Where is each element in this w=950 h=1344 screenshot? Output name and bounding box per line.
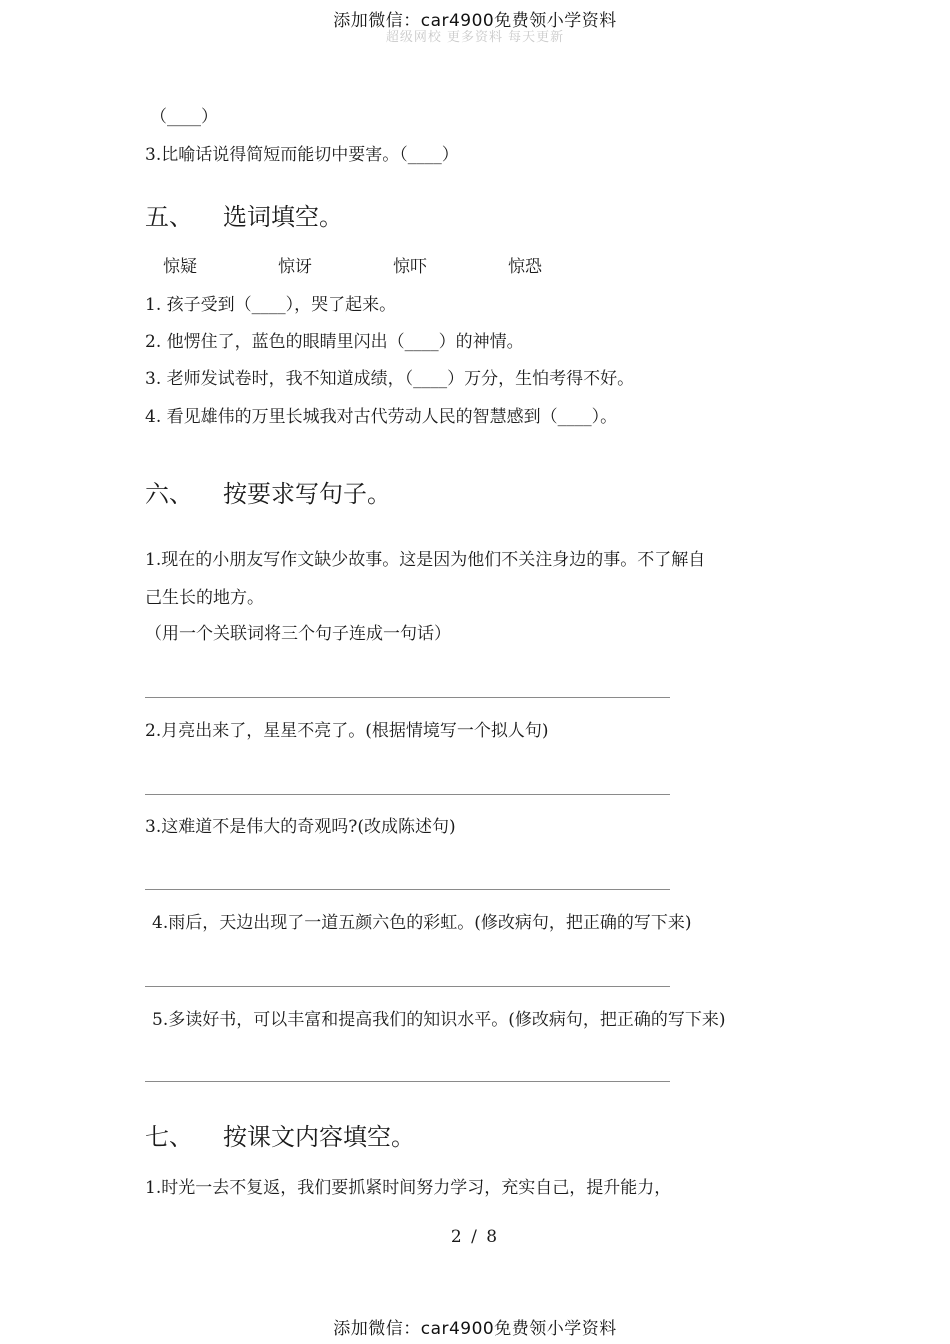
sentence-q1-line2: 己生长的地方。 bbox=[145, 588, 264, 608]
section-title: 按要求写句子。 bbox=[223, 480, 391, 508]
sentence-q1-line1: 1.现在的小朋友写作文缺少故事。这是因为他们不关注身边的事。不了解自 bbox=[145, 550, 706, 570]
fill-item-2: 2. 他愣住了，蓝色的眼睛里闪出（____）的神情。 bbox=[145, 332, 524, 352]
sentence-q4: 4.雨后，天边出现了一道五颜六色的彩虹。(修改病句，把正确的写下来) bbox=[152, 913, 692, 933]
answer-line-1 bbox=[145, 697, 670, 698]
answer-line-5 bbox=[145, 1081, 670, 1082]
fill-item-1: 1. 孩子受到（____），哭了起来。 bbox=[145, 295, 397, 315]
page-current: 2 bbox=[450, 1227, 464, 1247]
sentence-q3: 3.这难道不是伟大的奇观吗?(改成陈述句) bbox=[145, 817, 456, 837]
section-heading-7 bbox=[145, 1122, 415, 1152]
text-fill-q1: 1.时光一去不复返，我们要抓紧时间努力学习，充实自己，提升能力， bbox=[145, 1178, 672, 1198]
section-number: 七、 bbox=[145, 1123, 193, 1151]
word-option: 惊讶 bbox=[278, 257, 312, 277]
answer-line-3 bbox=[145, 889, 670, 890]
answer-blank: （____） bbox=[150, 107, 218, 127]
sentence-q2: 2.月亮出来了，星星不亮了。(根据情境写一个拟人句) bbox=[145, 721, 549, 741]
word-option: 惊吓 bbox=[393, 257, 427, 277]
fill-item-3: 3. 老师发试卷时，我不知道成绩，（____）万分，生怕考得不好。 bbox=[145, 369, 635, 389]
page-total: 8 bbox=[486, 1227, 500, 1247]
section-title: 按课文内容填空。 bbox=[223, 1123, 415, 1151]
section-heading-5 bbox=[145, 202, 343, 232]
page-separator: / bbox=[471, 1227, 479, 1247]
question-item-3: 3.比喻话说得简短而能切中要害。（____） bbox=[145, 145, 459, 165]
answer-line-2 bbox=[145, 794, 670, 795]
sentence-q5: 5.多读好书，可以丰富和提高我们的知识水平。(修改病句，把正确的写下来) bbox=[152, 1010, 726, 1030]
page-number bbox=[0, 1227, 950, 1247]
watermark-bottom: 添加微信：car4900免费领小学资料 bbox=[333, 1319, 617, 1339]
word-option: 惊疑 bbox=[163, 257, 197, 277]
section-number: 六、 bbox=[145, 480, 193, 508]
section-title: 选词填空。 bbox=[223, 203, 343, 231]
section-number: 五、 bbox=[145, 203, 193, 231]
sentence-q1-hint: （用一个关联词将三个句子连成一句话） bbox=[145, 624, 451, 644]
answer-line-4 bbox=[145, 986, 670, 987]
fill-item-4: 4. 看见雄伟的万里长城我对古代劳动人民的智慧感到（____）。 bbox=[145, 407, 618, 427]
word-option: 惊恐 bbox=[508, 257, 542, 277]
section-heading-6 bbox=[145, 479, 391, 509]
watermark-top: 添加微信：car4900免费领小学资料 bbox=[333, 11, 617, 31]
watermark-ghost: 超级网校 更多资料 每天更新 bbox=[385, 30, 565, 45]
